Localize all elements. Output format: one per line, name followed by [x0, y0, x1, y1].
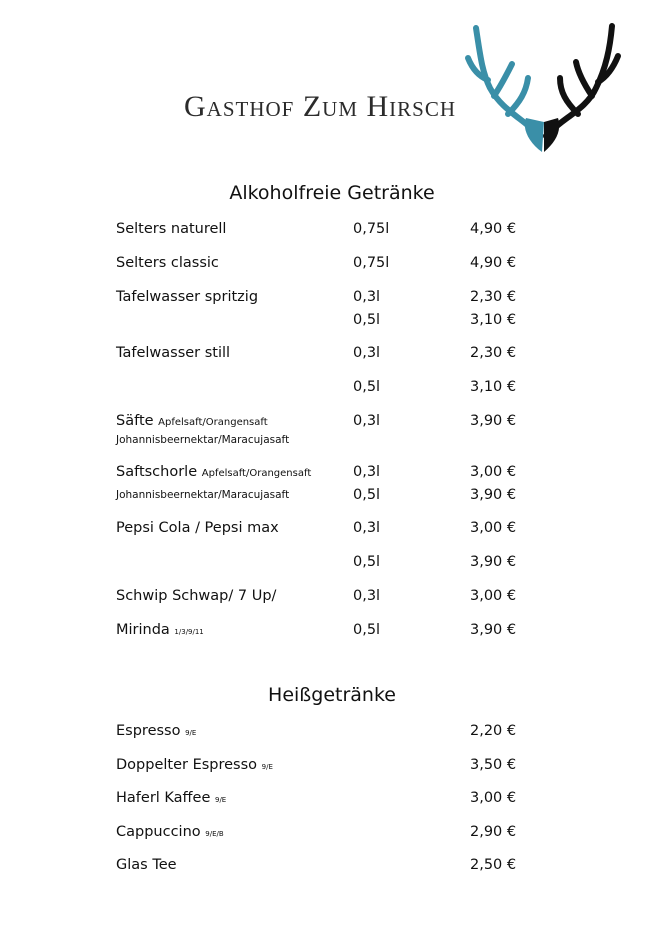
menu-item — [0, 464, 664, 486]
item-price: 2,30 € — [470, 345, 517, 361]
item-name: Haferl Kaffee 9/E — [116, 790, 227, 806]
item-size: 0,75l — [353, 221, 390, 237]
menu-item — [0, 221, 664, 243]
item-size: 0,3l — [353, 588, 381, 604]
item-name: Selters classic — [116, 255, 219, 271]
allergen-code: 1/3/9/11 — [174, 628, 204, 636]
item-size: 0,5l — [353, 554, 381, 570]
item-price: 3,00 € — [470, 790, 517, 806]
item-size: 0,3l — [353, 413, 381, 429]
menu-item — [0, 824, 664, 846]
item-price: 3,90 € — [470, 554, 517, 570]
menu-item — [0, 622, 664, 644]
item-name: Schwip Schwap/ 7 Up/ — [116, 588, 277, 604]
item-price: 3,90 € — [470, 487, 517, 503]
menu-item-variant — [0, 379, 664, 401]
item-price: 2,50 € — [470, 857, 517, 873]
menu-item — [0, 289, 664, 311]
item-size: 0,5l — [353, 379, 381, 395]
item-size: 0,3l — [353, 520, 381, 536]
item-name: Selters naturell — [116, 221, 227, 237]
menu-item-variant — [0, 487, 664, 509]
item-size: 0,3l — [353, 345, 381, 361]
item-price: 2,90 € — [470, 824, 517, 840]
item-name: Doppelter Espresso 9/E — [116, 757, 273, 773]
item-price: 2,30 € — [470, 289, 517, 305]
item-price: 3,50 € — [470, 757, 517, 773]
item-note-line: Johannisbeernektar/Maracujasaft — [116, 489, 290, 501]
menu-item-variant — [0, 554, 664, 576]
menu-item — [0, 413, 664, 435]
item-size: 0,3l — [353, 464, 381, 480]
allergen-code: 9/E/B — [205, 830, 224, 838]
item-price: 3,00 € — [470, 464, 517, 480]
allergen-code: 9/E — [261, 763, 273, 771]
deer-antler-icon — [462, 18, 622, 160]
item-price: 3,90 € — [470, 622, 517, 638]
restaurant-title: Gasthof Zum Hirsch — [184, 90, 457, 123]
item-name: Saftschorle Apfelsaft/Orangensaft — [116, 464, 312, 480]
item-price: 2,20 € — [470, 723, 517, 739]
item-price: 3,90 € — [470, 413, 517, 429]
item-note: Apfelsaft/Orangensaft — [158, 417, 268, 428]
menu-item — [0, 857, 664, 879]
section-title-cold-drinks: Alkoholfreie Getränke — [229, 182, 435, 204]
menu-item — [0, 723, 664, 745]
menu-item — [0, 520, 664, 542]
allergen-code: 9/E — [215, 796, 227, 804]
section-title-hot-drinks: Heißgetränke — [268, 684, 396, 706]
menu-item — [0, 255, 664, 277]
item-name: Mirinda 1/3/9/11 — [116, 622, 204, 638]
menu-item — [0, 757, 664, 779]
menu-item-variant — [0, 312, 664, 334]
item-price: 4,90 € — [470, 255, 517, 271]
item-price: 3,10 € — [470, 379, 517, 395]
allergen-code: 9/E — [185, 729, 197, 737]
item-note-line: Johannisbeernektar/Maracujasaft — [116, 434, 290, 446]
item-size: 0,5l — [353, 487, 381, 503]
item-price: 3,00 € — [470, 588, 517, 604]
item-name: Tafelwasser still — [116, 345, 231, 361]
item-size: 0,75l — [353, 255, 390, 271]
item-size: 0,3l — [353, 289, 381, 305]
item-name: Espresso 9/E — [116, 723, 197, 739]
item-note: Apfelsaft/Orangensaft — [201, 468, 312, 479]
item-name: Pepsi Cola / Pepsi max — [116, 520, 279, 536]
item-size: 0,5l — [353, 622, 381, 638]
item-name: Glas Tee — [116, 857, 177, 873]
item-size: 0,5l — [353, 312, 381, 328]
menu-item — [0, 588, 664, 610]
menu-item — [0, 790, 664, 812]
item-name: Cappuccino 9/E/B — [116, 824, 224, 840]
menu-item — [0, 345, 664, 367]
item-price: 3,00 € — [470, 520, 517, 536]
item-price: 3,10 € — [470, 312, 517, 328]
item-name: Säfte Apfelsaft/Orangensaft — [116, 413, 268, 429]
item-name: Tafelwasser spritzig — [116, 289, 259, 305]
item-price: 4,90 € — [470, 221, 517, 237]
